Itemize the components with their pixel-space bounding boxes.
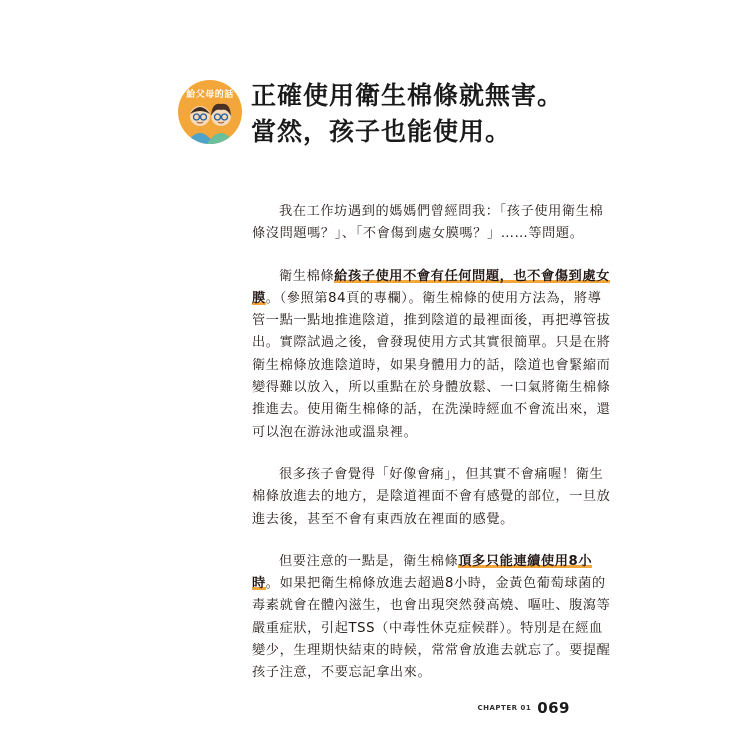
text-line [252,595,611,617]
text-segment: 棉條放進去的地方，是陰道裡面不會有感覺的部位，一旦放 [252,489,611,505]
text-segment: 衛生棉條放進陰道時，如果身體用力的話，陰道也會緊縮而 [252,357,611,373]
text-line [252,662,592,684]
title-line-1: 正確使用衛生棉條就無害。 [251,81,564,110]
text-segment: 。（參照第84頁的專欄）。衛生棉條的使用方法為，將導 [265,290,602,306]
badge-label: 給父母的話 [186,90,234,100]
text-segment: 條沒問題嗎？」、「不會傷到處女膜嗎？」……等問題。 [252,226,584,242]
text-segment: 變少，生理期快結束的時候，常常會放進去就忘了。要提醒 [252,643,611,659]
title-line-2: 當然，孩子也能使用。 [251,117,512,146]
parents-badge [178,80,242,144]
text-line [252,422,592,444]
text-line [252,464,604,486]
text-line [252,332,611,354]
paragraph [252,201,604,246]
text-line [252,377,611,399]
highlighted-text: 給孩子使用不會有任何問題，也不會傷到處女 [334,268,610,284]
text-line [252,266,610,288]
text-line [252,288,602,310]
text-line [252,310,611,332]
parents-illustration-icon [178,80,242,144]
body-text [252,201,611,705]
text-line [252,573,606,595]
paragraph [252,266,611,444]
text-segment: 。如果把衛生棉條放進去超過8小時，金黃色葡萄球菌的 [265,576,606,592]
text-segment: 我在工作坊遇到的媽媽們曾經問我：「孩子使用衛生棉 [279,204,604,219]
text-segment: 管一點一點地推進陰道，推到陰道的最裡面後，再把導管拔 [252,313,611,329]
text-line [252,201,604,223]
highlighted-text: 頂多只能連續使用8小 [458,553,593,569]
highlighted-text: 時 [252,576,266,592]
text-segment: 嚴重症狀，引起TSS（中毒性休克症候群）。特別是在經血 [252,620,603,636]
paragraph [252,551,611,685]
text-line [252,551,592,573]
page-number: 069 [537,699,570,717]
text-segment: 進去後，甚至不會有東西放在裡面的感覺。 [252,511,514,527]
text-line [252,640,611,662]
text-segment: 可以泡在游泳池或溫泉裡。 [252,424,418,440]
text-line [252,355,611,377]
page-title [251,78,563,150]
text-segment: 推進去。使用衛生棉條的話，在洗澡時經血不會流出來，還 [252,402,611,418]
text-line [252,509,592,531]
text-line [252,399,611,421]
text-line [252,618,603,640]
text-segment: 但要注意的一點是，衛生棉條 [279,553,459,569]
paragraph [252,464,611,531]
text-segment: 變得難以放入，所以重點在於身體放鬆、一口氣將衛生棉條 [252,380,611,396]
text-line [252,223,592,245]
chapter-label: CHAPTER 01 [477,704,532,712]
text-segment: 衛生棉條 [279,268,335,284]
highlighted-text: 膜 [252,290,266,306]
text-line [252,486,611,508]
text-segment: 毒素就會在體內滋生，也會出現突然發高燒、嘔吐、腹瀉等 [252,598,611,614]
text-segment: 出。實際試過之後，會發現使用方式其實很簡單。只是在將 [252,335,611,351]
text-segment: 孩子注意，不要忘記拿出來。 [252,665,432,681]
page-footer [478,699,570,717]
text-segment: 很多孩子會覺得「好像會痛」，但其實不會痛喔！衛生 [279,466,604,482]
